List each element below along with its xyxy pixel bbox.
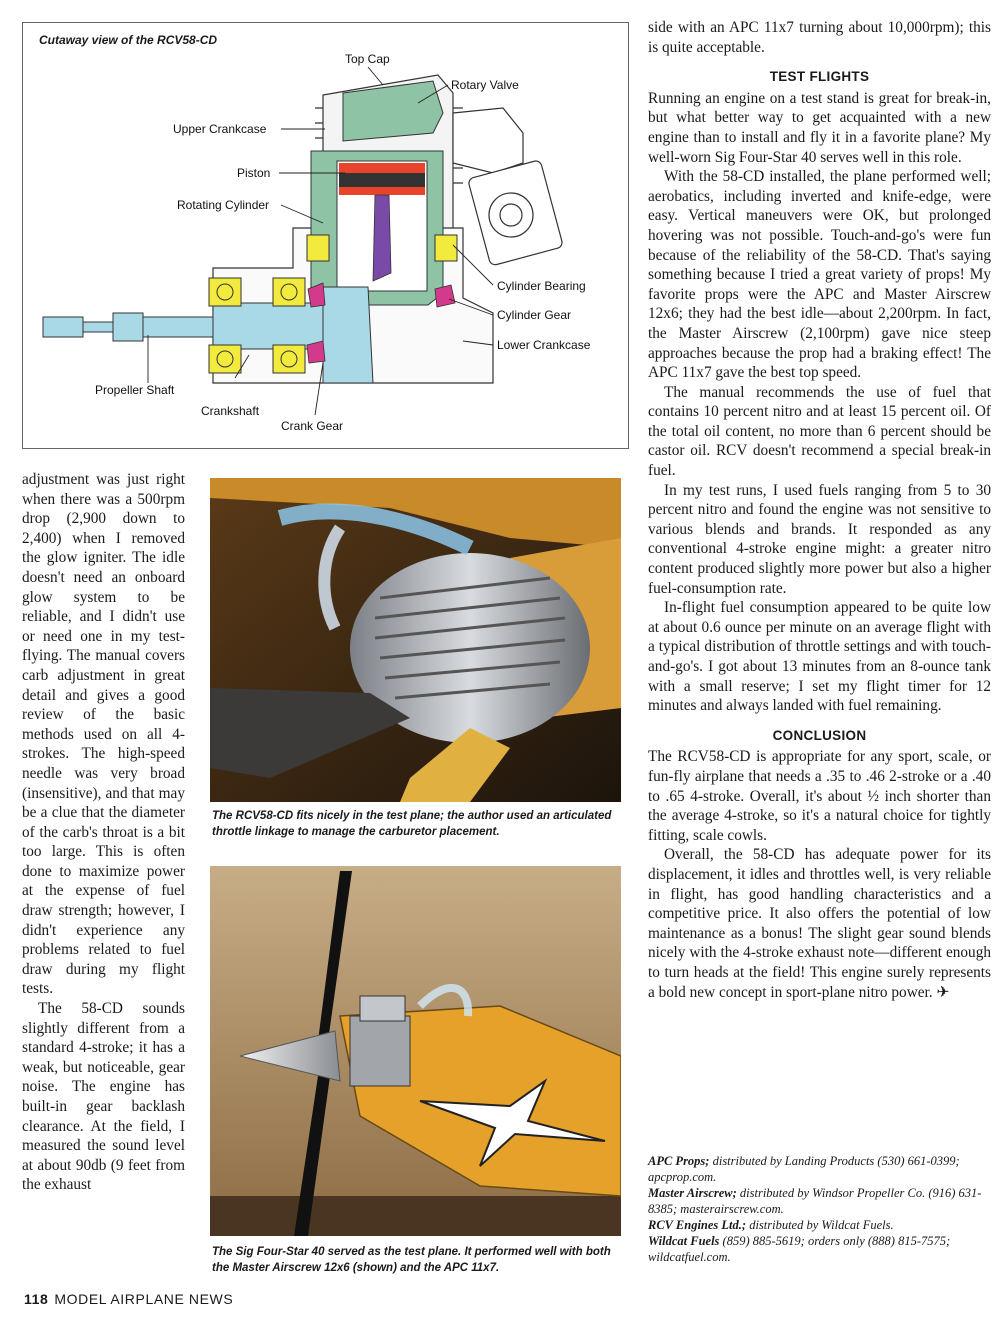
label-crankshaft: Crankshaft: [201, 404, 260, 418]
left-text-column: [22, 470, 185, 1195]
source-detail: (859) 885-5619; orders only (888) 815-7575; wildcatfuel.com.: [648, 1234, 951, 1264]
page-number: 118: [24, 1291, 49, 1307]
left-paragraph: adjustment was just right when there was a 500rpm drop (2,900 down to 2,400) when I removed the glow igniter. The idle doesn't need an onboard glow system to be reliable, and I didn't use or need one in my test-flying. The manual covers carb adjustment in great detail and gives a good review of the basic methods used on all 4-strokes. The high-speed needle was very broad (insensitive), and that may be a clue that the diameter of the carb's throat is a bit too large. This is often done to maximize power at the expense of fuel draw strength; however, I didn't experience any problems related to fuel draw during my flight tests.: [22, 471, 185, 998]
photo1-caption: The RCV58-CD fits nicely in the test plane; the author used an articulated throttle linkage to manage the carburetor placement.: [212, 810, 612, 838]
conclusion-paragraph: [648, 845, 991, 1002]
left-paragraph: The 58-CD sounds slightly different from a standard 4-stroke; it has a weak, but noticeable, gear noise. The engine has built-in gear backlash clearance. At the field, I measured the sound level at about 90db (9 feet from the exhaust: [22, 1000, 185, 1194]
label-upper-crankcase: Upper Crankcase: [173, 122, 267, 136]
cutaway-diagram: [22, 22, 629, 449]
test-flights-heading: TEST FLIGHTS: [769, 69, 870, 85]
label-cylinder-gear: Cylinder Gear: [497, 308, 572, 322]
label-propeller-shaft: Propeller Shaft: [95, 383, 175, 397]
source-name: Wildcat Fuels: [648, 1234, 720, 1248]
label-top-cap: Top Cap: [345, 52, 390, 66]
label-rotary-valve: Rotary Valve: [451, 78, 519, 92]
sources-list: [648, 1153, 991, 1265]
label-rotating-cylinder: Rotating Cylinder: [177, 198, 270, 212]
conclusion-paragraph: The RCV58-CD is appropriate for any sport, scale, or fun-fly airplane that needs a .35 to .46 2-stroke or a .40 to .65 4-stroke. Overall, it's about ½ inch shorter than the average 4-stroke, so it's a natural choice for tightly fitting, scale cowls.: [648, 748, 991, 844]
conclusion-heading: CONCLUSION: [772, 727, 867, 743]
test-flights-paragraph: The manual recommends the use of fuel that contains 10 percent nitro and at least 15 percent oil. Of the total oil content, no more than 6 percent should be castor oil. RCV doesn't recommend a special break-in fuel.: [648, 383, 991, 480]
label-lower-crankcase: Lower Crankcase: [497, 338, 591, 352]
test-flights-paragraph: In-flight fuel consumption appeared to be quite low at about 0.6 ounce per minute on an average flight with a typical distribution of throttle settings and with touch-and-go's. I got about 13 minutes from an 8-ounce tank with a small reserve; I set my flight timer for 12 minutes and always landed with fuel remaining.: [648, 599, 991, 715]
source-item: [648, 1233, 991, 1265]
source-detail: distributed by Windsor Propeller Co. (916) 631-8385; masterairscrew.com.: [648, 1186, 982, 1216]
test-flights-paragraph: In my test runs, I used fuels ranging from 5 to 30 percent nitro and found the engine was not sensitive to various blends and brands. It responded as any conventional 4-stroke engine might: a greater nitro content produced slightly more power but also a higher fuel-consumption rate.: [648, 481, 991, 597]
label-piston: Piston: [237, 166, 271, 180]
right-text-column: [648, 18, 991, 1002]
source-name: Master Airscrew;: [648, 1186, 737, 1200]
source-item: [648, 1217, 991, 1233]
engine-installed-photo: [210, 478, 621, 802]
engine-cutaway-illustration: [23, 23, 628, 448]
photo2-caption: The Sig Four-Star 40 served as the test plane. It performed well with both the Master Airscrew 12x6 (shown) and the APC 11x7.: [212, 1246, 611, 1274]
label-cylinder-bearing: Cylinder Bearing: [497, 279, 586, 293]
page-footer: [24, 1291, 233, 1307]
test-plane-photo: [210, 866, 621, 1236]
test-flights-paragraph: With the 58-CD installed, the plane performed well; aerobatics, including inverted and knife-edge, were easy. Vertical maneuvers were OK, but prolonged hovering was not possible. Touch-and-go's were fun because of the reliability of the 58-CD. That's saying something because I tried a great variety of props! My favorite props were the APC and Master Airscrew 12x6; they had the best idle—about 2,200rpm. In fact, the Master Airscrew (2,100rpm) gave nice steep approaches because the prop had a braking effect! The APC 11x7 gave the best top speed.: [648, 168, 991, 382]
end-mark-icon: ✈: [936, 983, 950, 1001]
source-item: [648, 1185, 991, 1217]
diagram-caption: Cutaway view of the RCV58-CD: [39, 33, 218, 47]
publication-name: MODEL AIRPLANE NEWS: [54, 1291, 234, 1307]
intro-paragraph: side with an APC 11x7 turning about 10,000rpm); this is quite acceptable.: [648, 19, 991, 56]
source-detail: distributed by Landing Products (530) 661-0399; apcprop.com.: [648, 1154, 960, 1184]
source-detail: distributed by Wildcat Fuels.: [746, 1218, 894, 1232]
source-item: [648, 1153, 991, 1185]
test-flights-paragraph: Running an engine on a test stand is great for break-in, but what better way to get acquainted with a new engine than to install and fly it in a favorite plane? My well-worn Sig Four-Star 40 serves well in this role.: [648, 89, 991, 166]
conclusion-text: Overall, the 58-CD has adequate power for its displacement, it idles and throttles well, is very reliable in flight, has good handling characteristics and a competitive price. It also offers the potential of low maintenance as a bonus! The slight gear sound blends nicely with the 4-stroke exhaust note—different enough to turn heads at the field! This engine surely represents a bold new concept in sport-plane nitro power.: [648, 846, 991, 1001]
label-crank-gear: Crank Gear: [281, 419, 344, 433]
source-name: APC Props;: [648, 1154, 710, 1168]
source-name: RCV Engines Ltd.;: [648, 1218, 747, 1232]
